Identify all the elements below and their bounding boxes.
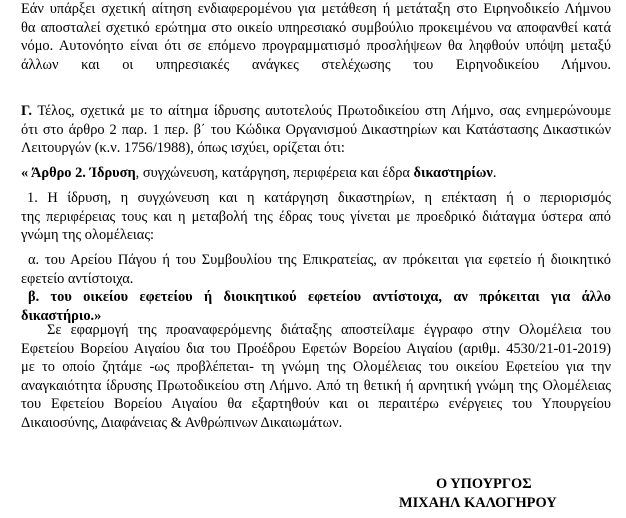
text-line: δικαστήριο.» bbox=[21, 307, 102, 324]
text-span: Τέλος, σχετικά με το αίτημα ίδρυσης αυτοτελούς Πρωτοδικείου στη Λήμνο, σας ενημερώνουμε bbox=[37, 103, 611, 119]
article-title: « Άρθρο 2. Ίδρυση bbox=[21, 165, 136, 181]
text-line: αναγκαιότητα ίδρυσης Πρωτοδικείου στη Λήμνο. Από τη θετική ή αρνητική γνώμη της Ολομέλειας bbox=[21, 377, 611, 394]
text-line: γνώμη της ολομέλειας: bbox=[21, 227, 155, 244]
signature-name: ΜΙΧΑΗΛ ΚΑΛΟΓΗΡΟΥ bbox=[399, 495, 557, 511]
text-line: Σε εφαρμογή της προαναφερόμενης διάταξης αποστείλαμε έγγραφο στην Ολομέλεια του bbox=[47, 322, 611, 338]
article-title-end: δικαστηρίων bbox=[413, 165, 493, 181]
text-line bbox=[21, 164, 611, 183]
text-line: άλλων και οι υπηρεσιακές ανάγκες στελέχωσης του Ειρηνοδικείου Λήμνου. bbox=[21, 56, 611, 73]
article-heading bbox=[21, 164, 611, 183]
article-item-alpha bbox=[21, 251, 611, 288]
paragraph-gamma bbox=[21, 102, 611, 158]
article-item-beta bbox=[21, 288, 611, 325]
text-line: του Εφετείου Βορείου Αιγαίου θα εξαρτηθούν και οι περαιτέρω ενέργειες του Υπουργείου bbox=[21, 396, 611, 413]
text-line: Εάν υπάρξει σχετική αίτηση ενδιαφερομένου για μετάθεση ή μετάταξη στο Ειρηνοδικείο Λήμνου bbox=[21, 1, 611, 17]
paragraph-intro bbox=[21, 0, 611, 74]
text-line: Λειτουργών (κ.ν. 1756/1988), όπως ισχύει, ορίζεται ότι: bbox=[21, 140, 345, 157]
article-item-1 bbox=[21, 189, 611, 245]
section-letter: Γ. bbox=[21, 103, 33, 119]
paragraph-conclusion bbox=[21, 321, 611, 433]
text-line: εφετείο αντίστοιχα. bbox=[21, 270, 134, 287]
text-line: Εφετείου Βορείου Αιγαίου δια του Προέδρου Εφετών Βορείου Αιγαίου (αριθμ. 4530/21-01-2019) bbox=[21, 340, 611, 357]
text-line: με το οποίο ζητάμε -ως προβλέπεται- τη γνώμη της Ολομέλειας του οικείου Εφετείου για την bbox=[21, 359, 611, 376]
text-line: Δικαιοσύνης, Διαφάνειας & Ανθρώπινων Δικαιωμάτων. bbox=[21, 414, 343, 431]
signature-title: Ο ΥΠΟΥΡΓΟΣ bbox=[436, 476, 532, 492]
text-line: θα αποσταλεί σχετικό ερώτημα στο οικείο υπηρεσιακό συμβούλιο προκειμένου να αποφανθεί κατά bbox=[21, 19, 611, 36]
text-line: α. του Αρείου Πάγου ή του Συμβουλίου της Επικρατείας, αν πρόκειται για εφετείο ή διοικητικό bbox=[28, 252, 611, 268]
text-line: β. του οικείου εφετείου ή διοικητικού εφετείου αντίστοιχα, αν πρόκειται για άλλο bbox=[28, 289, 611, 305]
text-line: 1. Η ίδρυση, η συγχώνευση και η κατάργηση δικαστηρίων, η επέκταση ή ο περιορισμός bbox=[27, 190, 611, 206]
text-line: της περιφέρειας τους και η μεταβολή της έδρας τους γίνεται με προεδρικό διάταγμα ύστερα από bbox=[21, 208, 611, 225]
article-title-dot: . bbox=[492, 165, 497, 181]
text-line bbox=[21, 102, 611, 121]
text-line: νόμο. Αυτονόητο είναι ότι σε επόμενο προγραμματισμό προσλήψεων θα ληφθούν υπόψη μεταξύ bbox=[21, 38, 611, 55]
article-title-rest: , συγχώνευση, κατάργηση, περιφέρεια και έδρα bbox=[135, 165, 414, 181]
text-line: ότι στο άρθρο 2 παρ. 1 περ. β΄ του Κώδικα Οργανισμού Δικαστηρίων και Κατάστασης Δικαστικών bbox=[21, 121, 611, 138]
